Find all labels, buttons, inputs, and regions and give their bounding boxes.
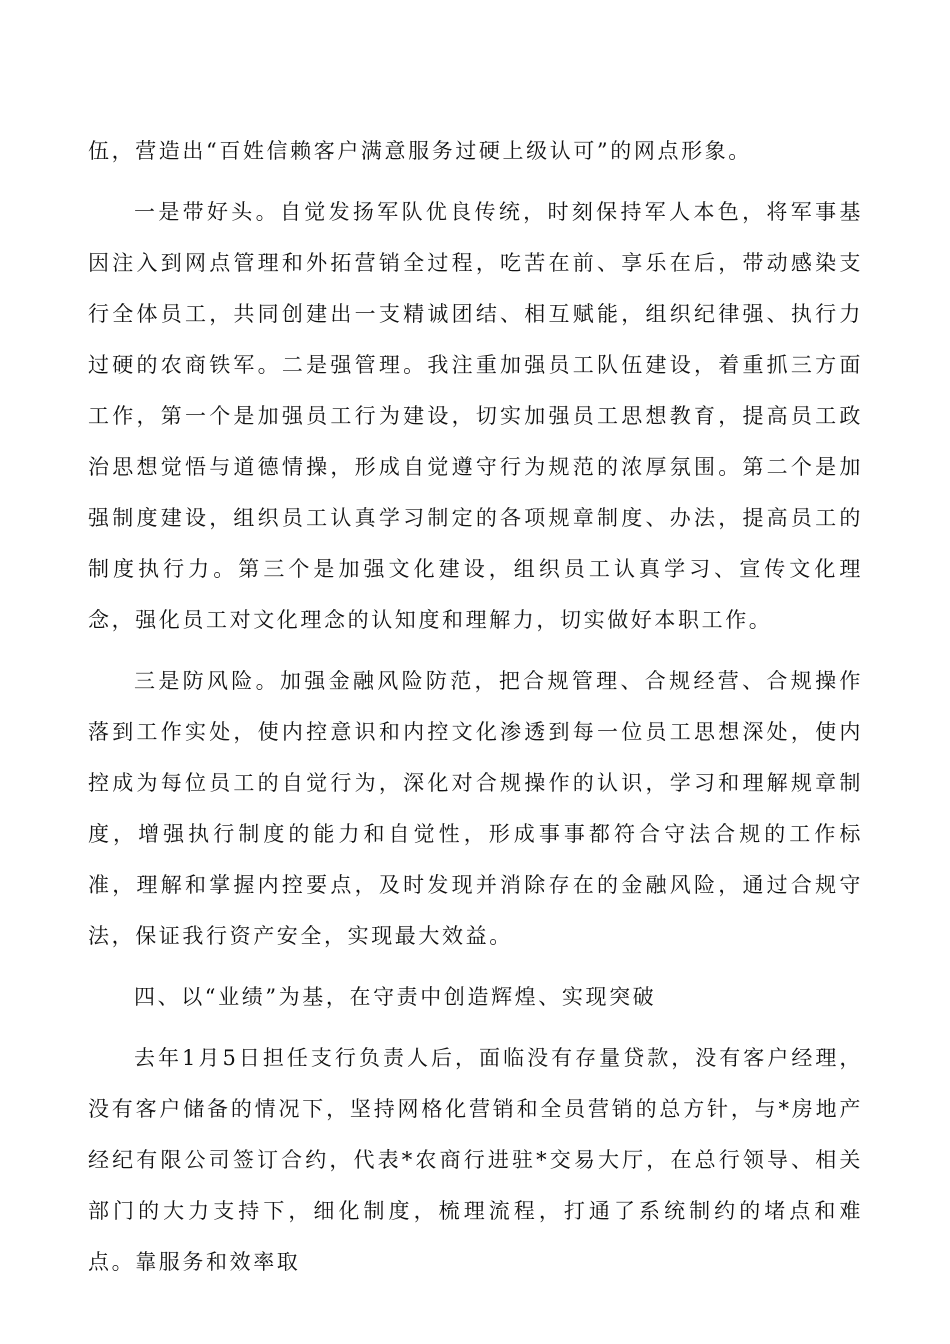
paragraph-continuation: 伍，营造出“百姓信赖客户满意服务过硬上级认可”的网点形象。 [88, 139, 752, 163]
section-heading-performance: 四、以“业绩”为基，在守责中创造辉煌、实现突破 [134, 985, 657, 1009]
paragraph-risk-prevention: 三是防风险。加强金融风险防范，把合规管理、合规经营、合规操作落到工作实处，使内控意识和内控文化渗透到每一位员工思想深处，使内控成为每位员工的自觉行为，深化对合规操作的认识，学习和理解规章制度，增强执行制度的能力和自觉性，形成事事都符合守法合规的工作标准，理解和掌握内控要点，及时发现并消除存在的金融风险，通过合规守法，保证我行资产安全，实现最大效益。 [88, 669, 863, 948]
paragraph-lead-and-manage: 一是带好头。自觉发扬军队优良传统，时刻保持军人本色，将军事基因注入到网点管理和外拓营销全过程，吃苦在前、享乐在后，带动感染支行全体员工，共同创建出一支精诚团结、相互赋能，组织纪律强、执行力过硬的农商铁军。二是强管理。我注重加强员工队伍建设，着重抓三方面工作，第一个是加强员工行为建设，切实加强员工思想教育，提高员工政治思想觉悟与道德情操，形成自觉遵守行为规范的浓厚氛围。第二个是加强制度建设，组织员工认真学习制定的各项规章制度、办法，提高员工的制度执行力。第三个是加强文化建设，组织员工认真学习、宣传文化理念，强化员工对文化理念的认知度和理解力，切实做好本职工作。 [88, 200, 863, 632]
paragraph-branch-results: 去年1月5日担任支行负责人后，面临没有存量贷款，没有客户经理，没有客户储备的情况下，坚持网格化营销和全员营销的总方针，与*房地产经纪有限公司签订合约，代表*农商行进驻*交易大厅，在总行领导、相关部门的大力支持下，细化制度，梳理流程，打通了系统制约的堵点和难点。靠服务和效率取 [88, 1046, 863, 1274]
document-body [88, 126, 863, 1298]
